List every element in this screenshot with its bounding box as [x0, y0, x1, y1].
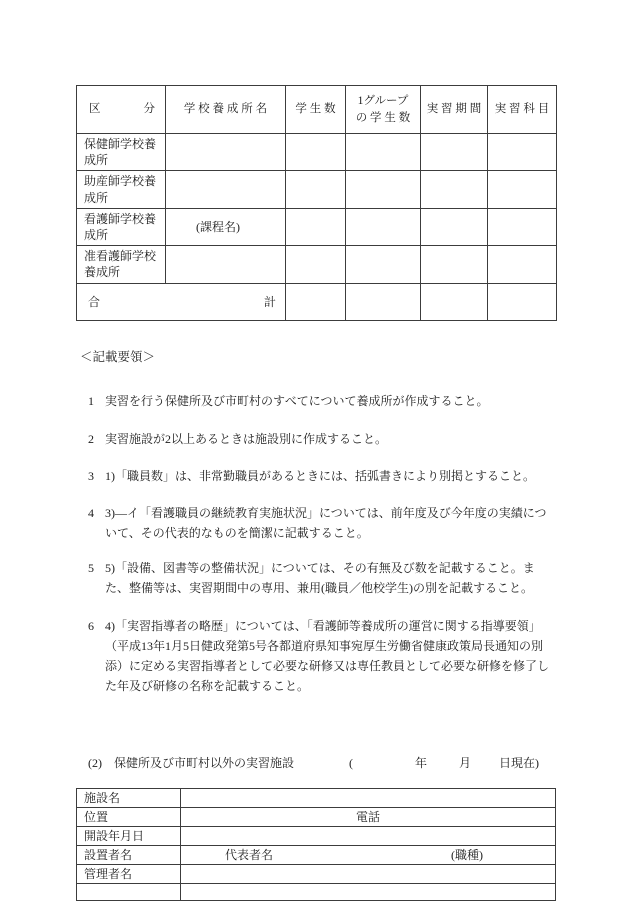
- note-item-3: [88, 466, 556, 486]
- founder-name-label: 設置者名: [77, 845, 181, 864]
- group-header-line2: の 学 生 数: [355, 111, 411, 124]
- note-text: 5)「設備、図書等の整備状況」については、その有無及び数を記載すること。また、整備等は、実習期間中の専用、兼用(職員／他校学生)の別を記載すること。: [105, 560, 535, 595]
- notes-title: ＜記載要領＞: [80, 349, 156, 364]
- empty-cell: [286, 208, 346, 245]
- section2-title: 保健所及び市町村以外の実習施設: [114, 755, 295, 770]
- row-facility-name: [77, 788, 556, 807]
- note-number: 4: [88, 505, 94, 520]
- note-text: 3)―イ「看護職員の継続教育実施状況」については、前年度及び今年度の実績について、その代表的なものを簡潔に記載すること。: [105, 505, 547, 540]
- row-empty-partial: [77, 883, 556, 900]
- note-number: 2: [88, 431, 94, 446]
- empty-cell: [77, 883, 181, 900]
- empty-cell: [346, 134, 421, 171]
- note-text: 実習を行う保健所及び市町村のすべてについて養成所が作成すること。: [105, 393, 489, 408]
- date-year-label: 年: [415, 755, 428, 770]
- row-location: [77, 807, 556, 826]
- note-text: 4)「実習指導者の略歴」については、「看護師等養成所の運営に関する指導要領」（平成13年1月5日健政発第5号各都道府県知事宛厚生労働省健康政策局長通知の別添）に定める実習指導者として必要な研修又は専任教員として必要な研修を修了した年及び研修の名称を記載すること。: [105, 618, 550, 693]
- row-founder-name: [77, 845, 556, 864]
- date-month-label: 月: [459, 755, 472, 770]
- note-item-6: [88, 616, 556, 696]
- empty-cell: [286, 134, 346, 171]
- empty-cell: [421, 246, 488, 283]
- empty-cell: [346, 171, 421, 208]
- section2-number: (2): [88, 755, 102, 770]
- row-label: 助産師学校養成所: [77, 171, 166, 208]
- note-number: 5: [88, 560, 94, 575]
- empty-cell: [346, 208, 421, 245]
- note-item-5: [88, 558, 556, 598]
- category-spread: [79, 101, 163, 118]
- group-header-line1: 1グループ: [357, 94, 409, 107]
- date-open-paren: (: [349, 755, 354, 770]
- header-practice-period: 実 習 期 間: [421, 86, 488, 134]
- empty-cell: [421, 134, 488, 171]
- empty-cell: [421, 171, 488, 208]
- establishment-date-value: [181, 826, 556, 845]
- note-text: 実習施設が2以上あるときは施設別に作成すること。: [105, 431, 388, 446]
- total-label-cell: [77, 283, 286, 320]
- total-left: 合: [88, 295, 101, 309]
- occupation-label: (職種): [451, 848, 484, 862]
- location-label: 位置: [77, 807, 181, 826]
- note-text: 1)「職員数」は、非常勤職員があるときには、括弧書きにより別掲とすること。: [105, 468, 535, 483]
- row-nurse-school: [77, 208, 557, 245]
- note-item-1: [88, 391, 556, 411]
- empty-cell: [346, 246, 421, 283]
- empty-cell: [421, 208, 488, 245]
- section2-heading: [88, 754, 630, 774]
- school-name-cell: [166, 246, 286, 283]
- total-right: 計: [263, 295, 276, 309]
- empty-cell: [181, 883, 556, 900]
- total-spread: [78, 293, 284, 310]
- header-student-count: 学 生 数: [286, 86, 346, 134]
- school-name-cell: [166, 134, 286, 171]
- row-label: 保健師学校養成所: [77, 134, 166, 171]
- row-label: 看護師学校養成所: [77, 208, 166, 245]
- date-day-label: 日現在): [499, 755, 540, 770]
- row-midwife-school: [77, 171, 557, 208]
- empty-cell: [488, 134, 557, 171]
- establishment-date-label: 開設年月日: [77, 826, 181, 845]
- note-number: 3: [88, 468, 94, 483]
- practice-school-table: [76, 85, 557, 321]
- row-manager-name: [77, 864, 556, 883]
- row-establishment-date: [77, 826, 556, 845]
- row-total: [77, 283, 557, 320]
- facility-info-table: [76, 788, 556, 901]
- manager-name-label: 管理者名: [77, 864, 181, 883]
- empty-cell: [488, 208, 557, 245]
- empty-cell: [286, 246, 346, 283]
- header-practice-subject: 実 習 科 目: [488, 86, 557, 134]
- header-group-student-count: [346, 86, 421, 134]
- representative-name-label: 代表者名: [225, 848, 274, 862]
- phone-label: 電話: [181, 807, 556, 826]
- empty-cell: [488, 246, 557, 283]
- empty-cell: [286, 171, 346, 208]
- manager-name-value: [181, 864, 556, 883]
- header-school-name: 学 校 養 成 所 名: [166, 86, 286, 134]
- note-item-4: [88, 503, 556, 543]
- empty-cell: [488, 171, 557, 208]
- table-header-row: [77, 86, 557, 134]
- note-number: 6: [88, 618, 94, 633]
- row-label: 准看護師学校養成所: [77, 246, 166, 283]
- header-category: [77, 86, 166, 134]
- empty-cell: [421, 283, 488, 320]
- row-public-health-nurse-school: [77, 134, 557, 171]
- note-item-2: [88, 429, 556, 449]
- empty-cell: [286, 283, 346, 320]
- empty-cell: [346, 283, 421, 320]
- row-assistant-nurse-school: [77, 246, 557, 283]
- category-right: 分: [143, 103, 155, 116]
- note-number: 1: [88, 393, 94, 408]
- course-name-cell: (課程名): [166, 208, 286, 245]
- facility-name-label: 施設名: [77, 788, 181, 807]
- category-left: 区: [89, 103, 101, 116]
- empty-cell: [488, 283, 557, 320]
- facility-name-value: [181, 788, 556, 807]
- founder-name-value: [181, 845, 556, 864]
- school-name-cell: [166, 171, 286, 208]
